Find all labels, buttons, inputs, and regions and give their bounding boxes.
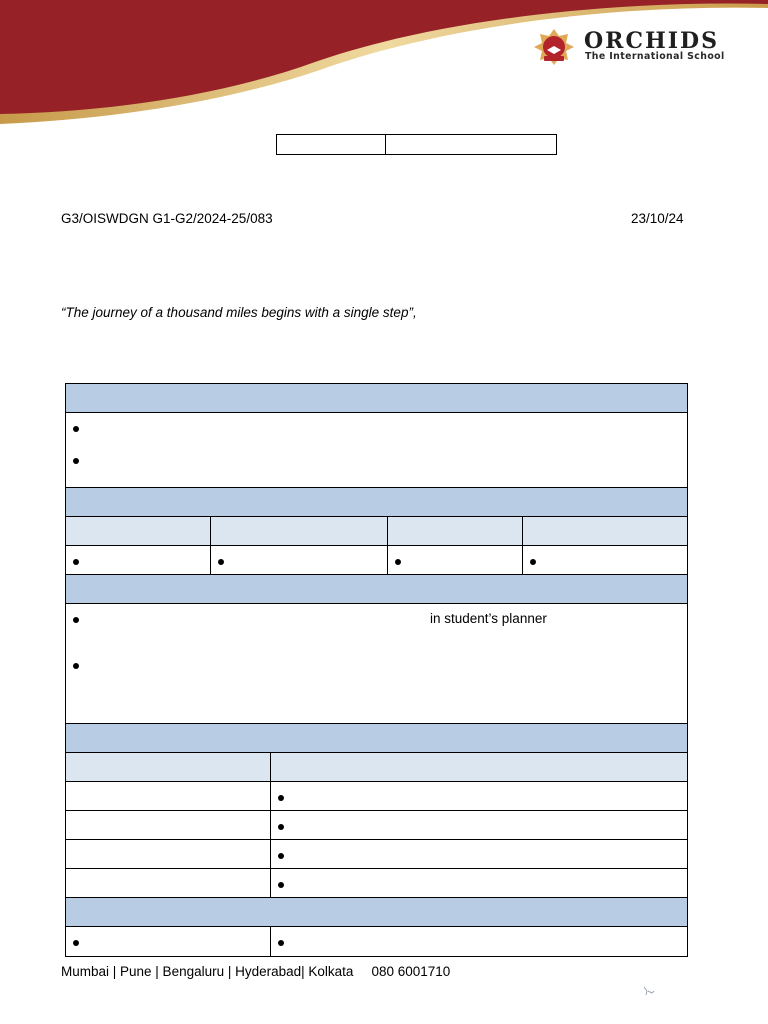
header-banner [0, 0, 768, 140]
table-row [66, 840, 687, 869]
bullet-icon [73, 659, 79, 669]
column-header [66, 753, 271, 781]
bullet-icon [73, 454, 79, 464]
column-header [211, 517, 388, 545]
table-cell [271, 927, 687, 956]
column-header [271, 753, 687, 781]
table-row [66, 782, 687, 811]
brand-name: ORCHIDS [584, 28, 719, 54]
footer-phone: 080 6001710 [371, 964, 451, 979]
table-row [66, 927, 687, 956]
header-info-cell [386, 135, 556, 154]
bullet-icon [73, 555, 79, 565]
plan-table [65, 383, 688, 957]
table-cell [66, 546, 211, 574]
header-info-cell [277, 135, 386, 154]
section-header [66, 384, 687, 413]
footer-cities: Mumbai | Pune | Bengaluru | Hyderabad| Kolkata [61, 964, 354, 979]
table-cell [211, 546, 388, 574]
bullet-icon [278, 820, 284, 830]
bullet-icon [73, 422, 79, 432]
header-info-box [276, 134, 557, 155]
table-cell [271, 869, 687, 897]
column-header-row [66, 517, 687, 546]
table-row [66, 546, 687, 575]
bullet-icon [395, 555, 401, 565]
section-header [66, 898, 687, 927]
planner-note: in student’s planner [430, 611, 547, 626]
school-crest-icon [528, 26, 580, 68]
column-header-row [66, 753, 687, 782]
table-cell [271, 840, 687, 868]
table-row [66, 869, 687, 898]
quote-text: “The journey of a thousand miles begins with a single step”, [61, 305, 417, 320]
table-cell [271, 811, 687, 839]
column-header [388, 517, 523, 545]
table-cell [66, 869, 271, 897]
bullet-icon [278, 791, 284, 801]
table-cell [66, 811, 271, 839]
section-body [66, 413, 687, 488]
bullet-icon [278, 849, 284, 859]
bullet-icon [278, 936, 284, 946]
section-cell [66, 413, 687, 487]
table-cell [523, 546, 687, 574]
brand-tagline: The International School [585, 51, 725, 62]
table-cell [66, 840, 271, 868]
bullet-icon [73, 613, 79, 623]
table-cell [388, 546, 523, 574]
bullet-icon [278, 878, 284, 888]
section-header [66, 724, 687, 753]
table-cell [66, 782, 271, 810]
bullet-icon [218, 555, 224, 565]
school-logo [528, 26, 738, 68]
footer-contact [61, 964, 450, 979]
table-row [66, 811, 687, 840]
section-header [66, 488, 687, 517]
document-date: 23/10/24 [631, 211, 684, 226]
column-header [66, 517, 211, 545]
reference-number: G3/OISWDGN G1-G2/2024-25/083 [61, 211, 273, 226]
scan-mark-icon [642, 985, 656, 997]
bullet-icon [73, 936, 79, 946]
section-cell [66, 604, 687, 723]
section-body [66, 604, 687, 724]
column-header [523, 517, 687, 545]
bullet-icon [530, 555, 536, 565]
table-cell [66, 927, 271, 956]
section-header [66, 575, 687, 604]
table-cell [271, 782, 687, 810]
